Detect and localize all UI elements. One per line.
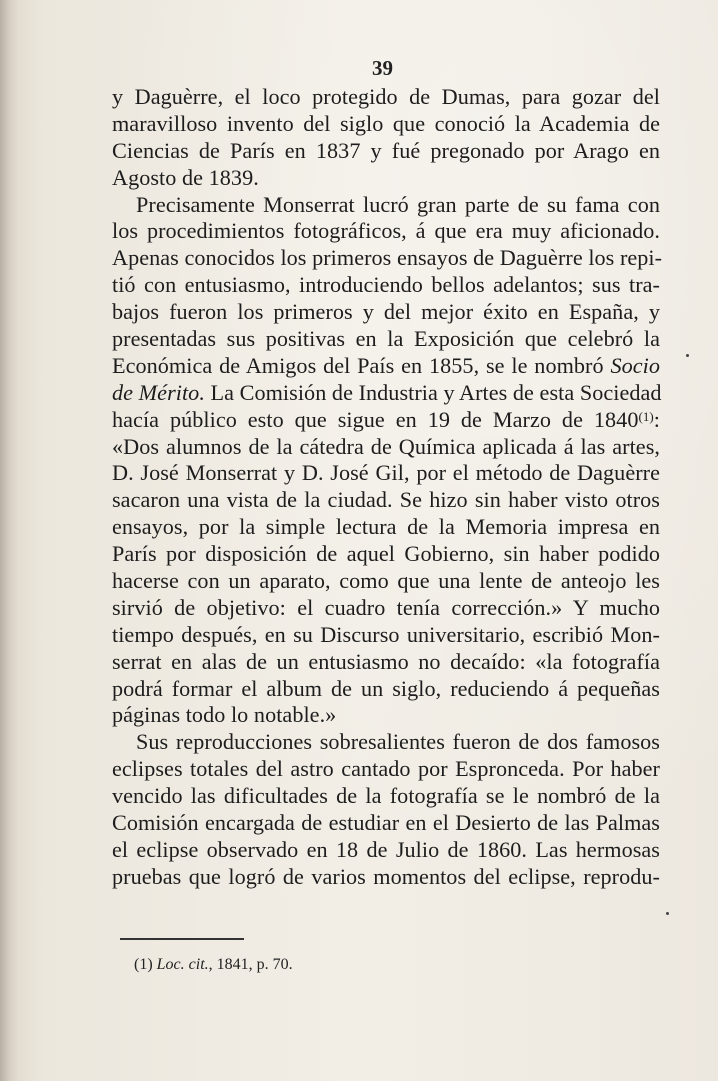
text-line: tiempo después, en su Discurso universitario, escribió Mon- xyxy=(112,621,660,647)
text-line: páginas todo lo notable.» xyxy=(112,702,337,728)
paper-speck xyxy=(686,354,689,357)
text-line: sirvió de objetivo: el cuadro tenía corrección.» Y mucho xyxy=(112,594,660,620)
footnote-number: (1) xyxy=(134,956,153,973)
footnote-reference-italic: Loc. cit. xyxy=(156,956,209,973)
text-line: serrat en alas de un entusiasmo no decaído: «la fotografía xyxy=(112,648,660,674)
italic-segment: Socio xyxy=(610,352,660,378)
text-line-with-italic xyxy=(112,380,660,407)
text-line: Agosto de 1839. xyxy=(112,164,259,190)
text-line: podrá formar el album de un siglo, reduciendo á pequeñas xyxy=(112,675,660,701)
text-segment: : xyxy=(653,406,660,432)
text-line: los procedimientos fotográficos, á que era muy aficionado. xyxy=(112,218,660,244)
italic-segment: de Mérito. xyxy=(112,379,205,405)
text-line: sacaron una vista de la ciudad. Se hizo sin haber visto otros xyxy=(112,487,660,513)
text-line: ensayos, por la simple lectura de la Memoria impresa en xyxy=(112,514,660,540)
body-text xyxy=(112,84,663,891)
text-line: tió con entusiasmo, introduciendo bellos adelantos; sus tra- xyxy=(112,272,660,298)
text-line: Comisión encargada de estudiar en el Desierto de las Palmas xyxy=(112,810,660,836)
footnote-marker[interactable]: (1) xyxy=(638,408,654,424)
footnote-divider xyxy=(120,938,244,940)
text-line: Ciencias de París en 1837 y fué pregonado por Arago en xyxy=(112,137,660,163)
page-gutter-shadow xyxy=(0,0,18,1081)
text-line: y Daguèrre, el loco protegido de Dumas, para gozar del xyxy=(112,84,660,109)
footnote-reference-rest: , 1841, p. 70. xyxy=(208,956,293,973)
text-line: Precisamente Monserrat lucró gran parte de su fama con xyxy=(136,191,660,217)
text-line: Apenas conocidos los primeros ensayos de Daguèrre los repi- xyxy=(112,245,663,271)
text-line: maravilloso invento del siglo que conoció la Academia de xyxy=(112,110,660,136)
footnote xyxy=(134,956,293,974)
text-line: D. José Monserrat y D. José Gil, por el método de Daguèrre xyxy=(112,460,660,486)
text-line: presentadas sus positivas en la Exposición que celebró la xyxy=(112,326,660,352)
text-segment: hacía público esto que sigue en 19 de Marzo de 1840 xyxy=(112,406,639,432)
text-line: hacerse con un aparato, como que una lente de anteojo les xyxy=(112,568,660,594)
text-line: «Dos alumnos de la cátedra de Química aplicada á las artes, xyxy=(112,433,660,459)
text-line: eclipses totales del astro cantado por Espronceda. Por haber xyxy=(112,756,660,782)
text-segment: La Comisión de Industria y Artes de esta Sociedad xyxy=(204,379,662,405)
page-number: 39 xyxy=(372,56,393,80)
text-line: París por disposición de aquel Gobierno, sin haber podido xyxy=(112,541,660,567)
text-line-with-footnote xyxy=(112,407,660,434)
text-line: pruebas que logró de varios momentos del eclipse, reprodu- xyxy=(112,863,660,889)
text-line: el eclipse observado en 18 de Julio de 1860. Las hermosas xyxy=(112,836,660,862)
text-line: vencido las dificultades de la fotografía se le nombró de la xyxy=(112,783,660,809)
text-segment: Económica de Amigos del País en 1855, se le nombró xyxy=(112,352,604,378)
text-line: bajos fueron los primeros y del mejor éxito en España, y xyxy=(112,299,660,325)
text-line-with-italic xyxy=(112,353,660,380)
paper-speck xyxy=(666,912,669,915)
text-line: Sus reproducciones sobresalientes fueron de dos famosos xyxy=(136,729,660,755)
